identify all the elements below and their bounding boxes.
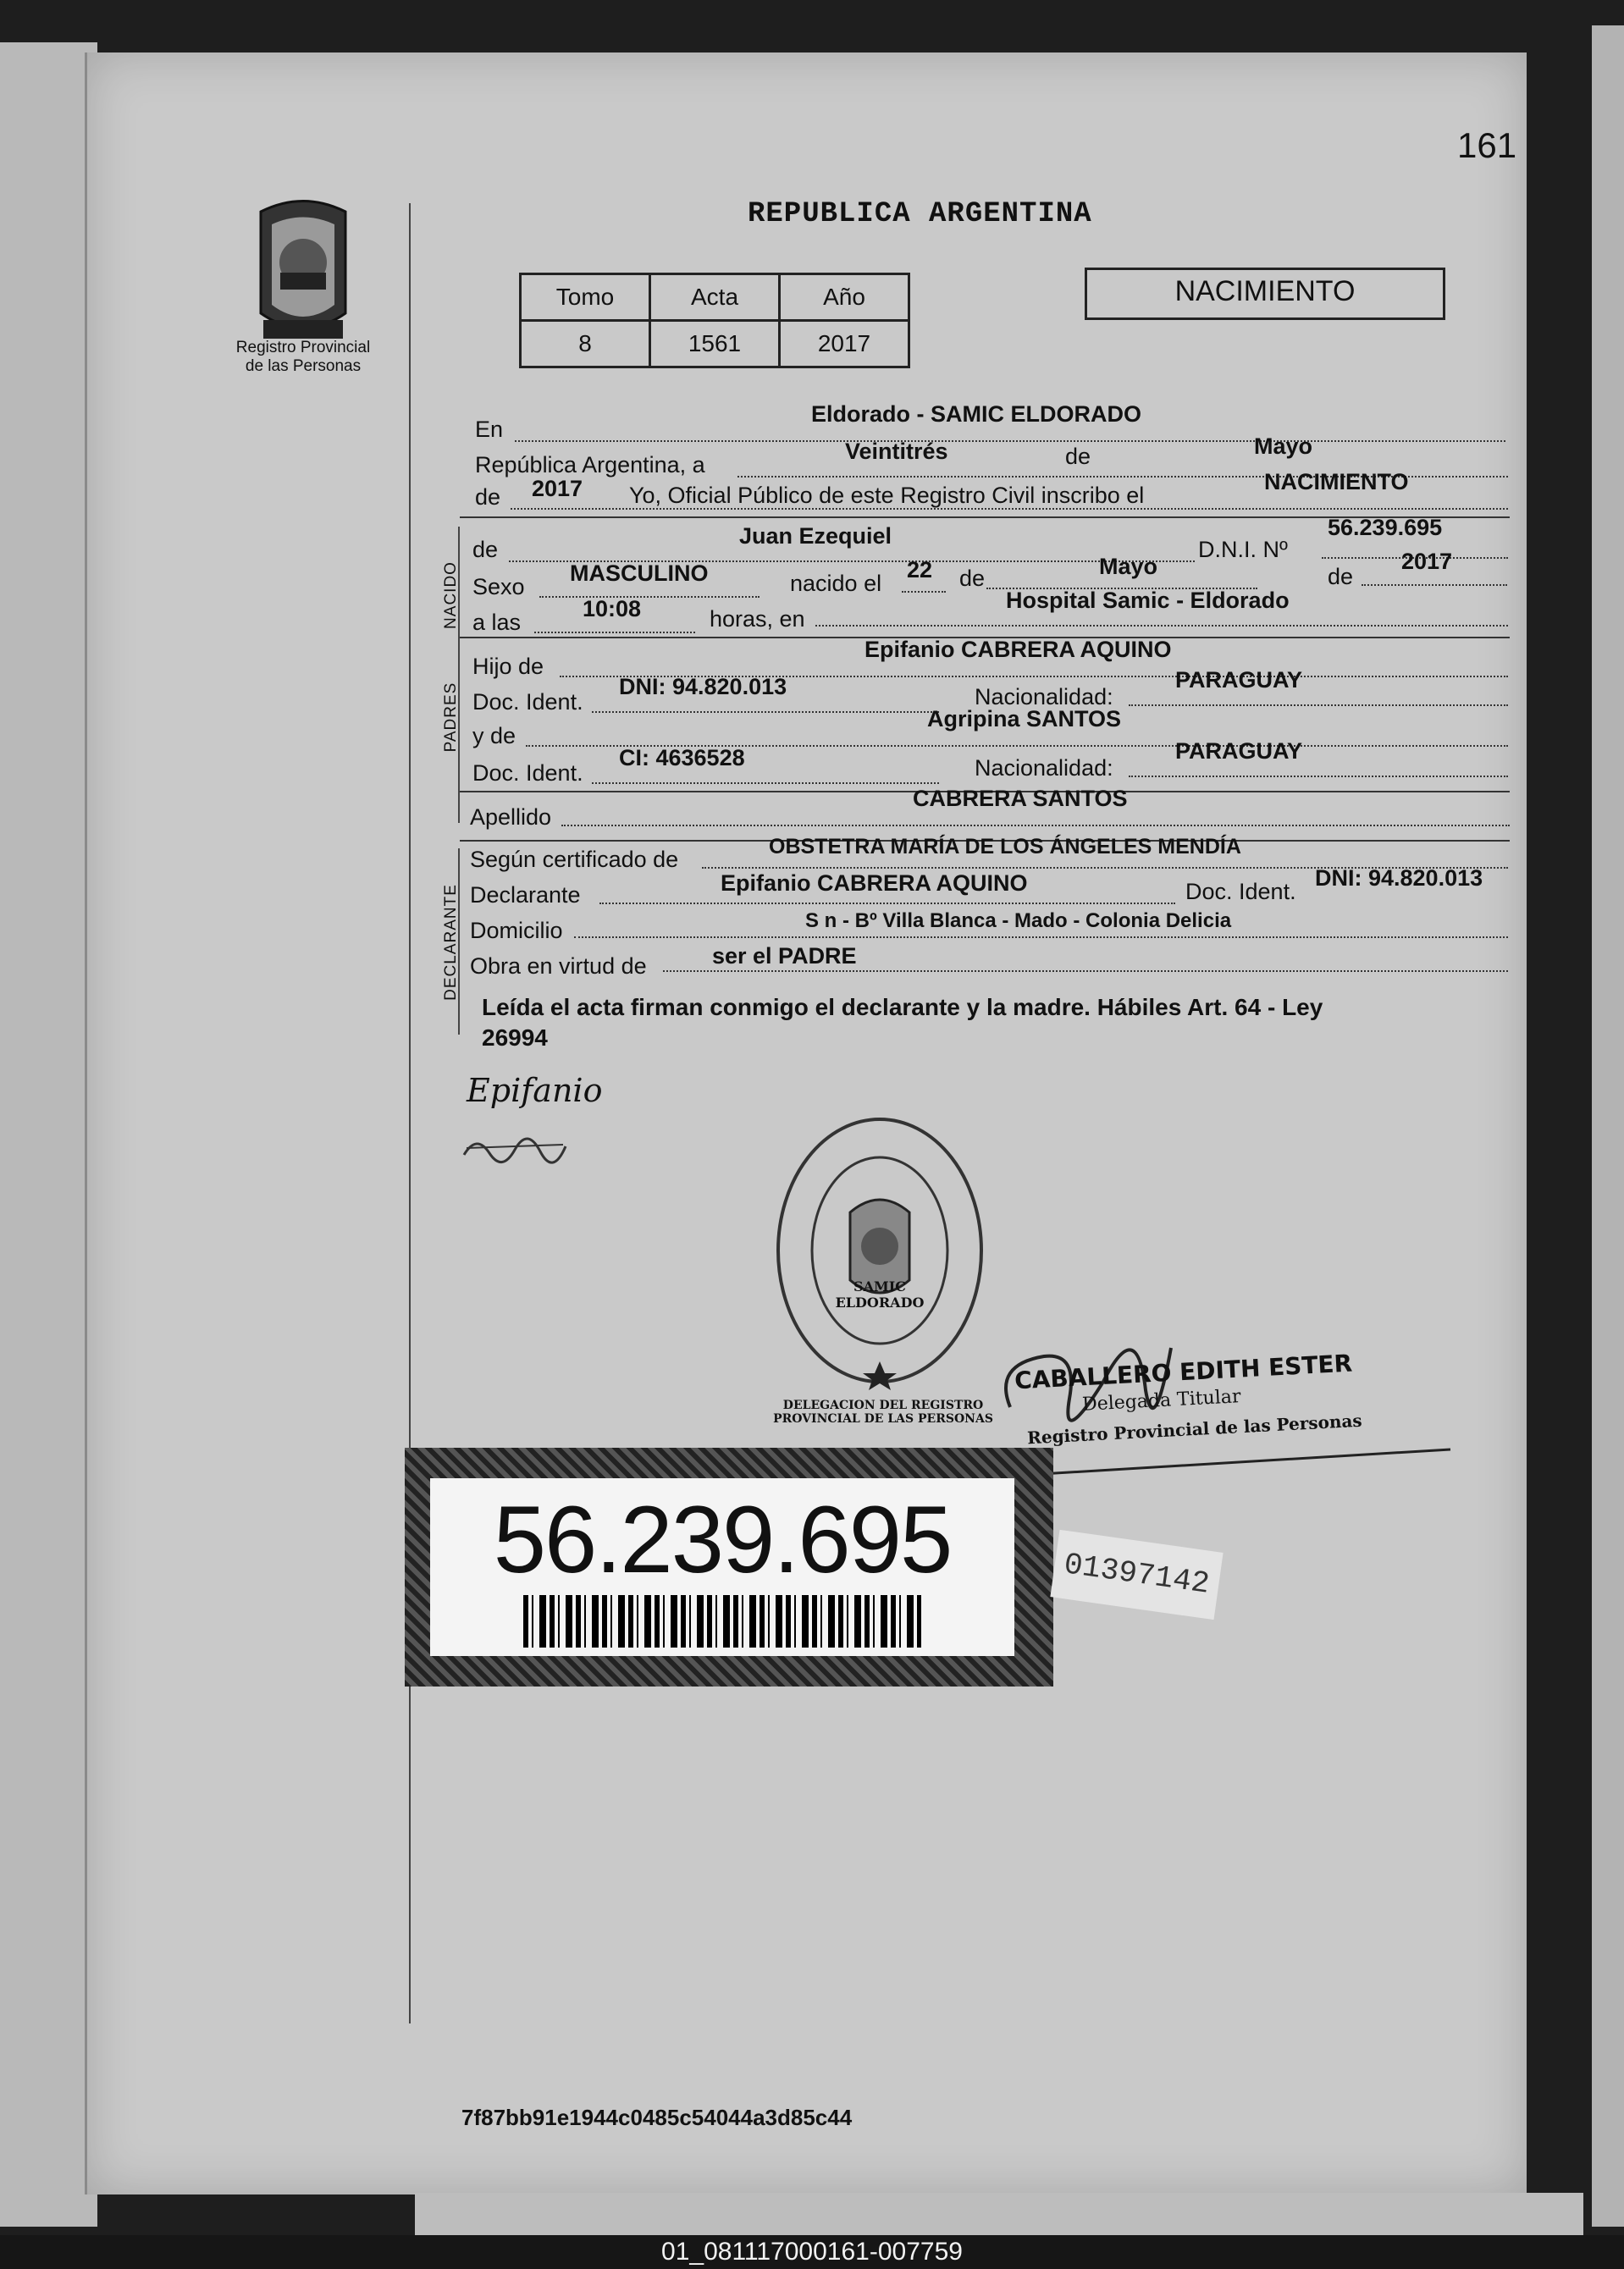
nacido-de-label-2: de	[959, 566, 986, 591]
apellido-value: CABRERA SANTOS	[913, 786, 1128, 811]
official-title: Delegada Titular	[1081, 1386, 1242, 1416]
child-name-value: Juan Ezequiel	[739, 523, 892, 549]
declarante-section-label: DECLARANTE	[442, 884, 460, 1001]
obra-label: Obra en virtud de	[470, 953, 647, 979]
file-id-footer: 01_081117000161-007759	[0, 2235, 1624, 2269]
birth-year-dots	[1362, 584, 1507, 586]
acta-header: Acta	[650, 274, 780, 321]
nac1-dots	[1129, 704, 1508, 706]
certificado-value: OBSTETRA MARÍA DE LOS ÁNGELES MENDÍA	[769, 835, 1241, 858]
certificado-label: Según certificado de	[470, 847, 679, 872]
en-dots	[515, 440, 1505, 442]
inscribo-value: NACIMIENTO	[1264, 469, 1409, 494]
registry-label-line1: Registro Provincial	[235, 339, 371, 356]
nacido-el-label: nacido el	[790, 571, 882, 596]
anio-header: Año	[780, 274, 909, 321]
doc1-dots	[592, 711, 939, 713]
nac1-label: Nacionalidad:	[975, 684, 1113, 709]
lugar-dots	[815, 625, 1508, 627]
barcode-label	[430, 1478, 1014, 1656]
stamp-seal-icon	[770, 1111, 990, 1390]
hora-dots	[534, 632, 695, 633]
doc2-label: Doc. Ident.	[472, 760, 583, 786]
certificate-page	[85, 52, 1527, 2194]
next-page-strip	[415, 2193, 1583, 2235]
document-hash: 7f87bb91e1944c0485c54044a3d85c44	[461, 2105, 853, 2130]
control-number-tag: 01397142	[1050, 1530, 1223, 1620]
sexo-dots	[539, 596, 760, 598]
anio-value: 2017	[780, 321, 909, 367]
barcode-bars	[523, 1595, 921, 1648]
stamp-outer-text: DELEGACION DEL REGISTRO PROVINCIAL DE LAS PERSONAS	[773, 1399, 993, 1426]
legal-line-1: Leída el acta firman conmigo el declarante y la madre. Hábiles Art. 64 - Ley	[482, 994, 1323, 1020]
de-label-1: de	[1065, 444, 1091, 469]
stamp-inner-text: SAMIC ELDORADO	[835, 1278, 925, 1311]
yo-text: Yo, Oficial Público de este Registro Civil inscribo el	[629, 483, 1145, 508]
nacido-section-label: NACIDO	[442, 561, 460, 629]
nacido-day-dots	[902, 591, 946, 593]
barcode-number: 56.239.695	[493, 1487, 952, 1593]
declarante-signature: Epifanio	[467, 1072, 603, 1109]
tomo-acta-table	[519, 273, 910, 368]
left-margin-rule	[409, 203, 411, 2023]
declarante-doc-value: DNI: 94.820.013	[1315, 865, 1483, 891]
day-value: Veintitrés	[845, 439, 948, 464]
official-name: CABALLERO EDITH ESTER	[1014, 1349, 1353, 1395]
dni-label: D.N.I. Nº	[1198, 537, 1288, 562]
obra-dots	[663, 970, 1508, 972]
republica-label: República Argentina, a	[475, 452, 705, 478]
id-barcode-sticker	[405, 1448, 1053, 1687]
hora-value: 10:08	[583, 596, 642, 621]
domicilio-value: S n - Bº Villa Blanca - Mado - Colonia Delicia	[805, 909, 1232, 932]
month-value: Mayo	[1254, 433, 1313, 459]
nac1-value: PARAGUAY	[1175, 667, 1303, 693]
doc2-dots	[592, 782, 939, 784]
declarante-label: Declarante	[470, 882, 581, 908]
birth-day-value: 22	[907, 557, 933, 582]
lugar-value: Hospital Samic - Eldorado	[1006, 588, 1290, 613]
sexo-label: Sexo	[472, 574, 525, 599]
registry-label-line2: de las Personas	[245, 357, 362, 375]
nacido-de-label: de	[472, 537, 499, 562]
tomo-header: Tomo	[521, 274, 650, 321]
legal-line-2: 26994	[482, 1024, 548, 1051]
de-label-2: de	[475, 484, 501, 510]
declarante-dots	[599, 903, 1175, 904]
doc1-label: Doc. Ident.	[472, 689, 583, 715]
yo-dots	[511, 508, 1508, 510]
year-value: 2017	[532, 476, 583, 501]
declarante-value: Epifanio CABRERA AQUINO	[721, 870, 1028, 896]
nac2-label: Nacionalidad:	[975, 755, 1113, 781]
padre-value: Epifanio CABRERA AQUINO	[864, 637, 1172, 662]
en-label: En	[475, 417, 504, 442]
apellido-label: Apellido	[470, 804, 552, 830]
hijo-de-label: Hijo de	[472, 654, 544, 679]
domicilio-dots	[574, 936, 1508, 938]
domicilio-label: Domicilio	[470, 918, 563, 943]
dni-value: 56.239.695	[1328, 515, 1443, 540]
obra-value: ser el PADRE	[712, 943, 857, 969]
nacido-de-label-3: de	[1328, 564, 1354, 589]
official-org: Registro Provincial de las Personas	[1026, 1410, 1363, 1449]
nac2-value: PARAGUAY	[1175, 738, 1303, 764]
doc2-value: CI: 4636528	[619, 745, 745, 770]
document-type-box: NACIMIENTO	[1085, 268, 1445, 320]
birth-year-value: 2017	[1401, 549, 1453, 574]
background-left	[0, 42, 97, 2227]
horas-en-label: horas, en	[710, 606, 805, 632]
en-value: Eldorado - SAMIC ELDORADO	[811, 401, 1141, 427]
birth-month-value: Mayo	[1099, 554, 1158, 579]
tomo-value: 8	[521, 321, 650, 367]
acta-value: 1561	[650, 321, 780, 367]
official-stamp	[770, 1111, 990, 1390]
signature-scribble-icon	[460, 1129, 570, 1167]
y-de-label: y de	[472, 723, 516, 748]
doc1-value: DNI: 94.820.013	[619, 674, 787, 699]
country-title: REPUBLICA ARGENTINA	[748, 198, 1092, 230]
nac2-dots	[1129, 776, 1508, 777]
legal-text	[482, 992, 1523, 1053]
declarante-doc-label: Doc. Ident.	[1185, 879, 1296, 904]
page-number: 161	[1457, 125, 1517, 165]
mother-signature-scribble	[460, 1129, 570, 1167]
sexo-value: MASCULINO	[570, 560, 709, 586]
registry-label	[223, 339, 384, 376]
padres-section-label: PADRES	[442, 682, 460, 753]
apellido-dots	[561, 825, 1510, 826]
alas-label: a las	[472, 610, 522, 635]
madre-value: Agripina SANTOS	[927, 706, 1122, 731]
background-right	[1592, 25, 1624, 2227]
